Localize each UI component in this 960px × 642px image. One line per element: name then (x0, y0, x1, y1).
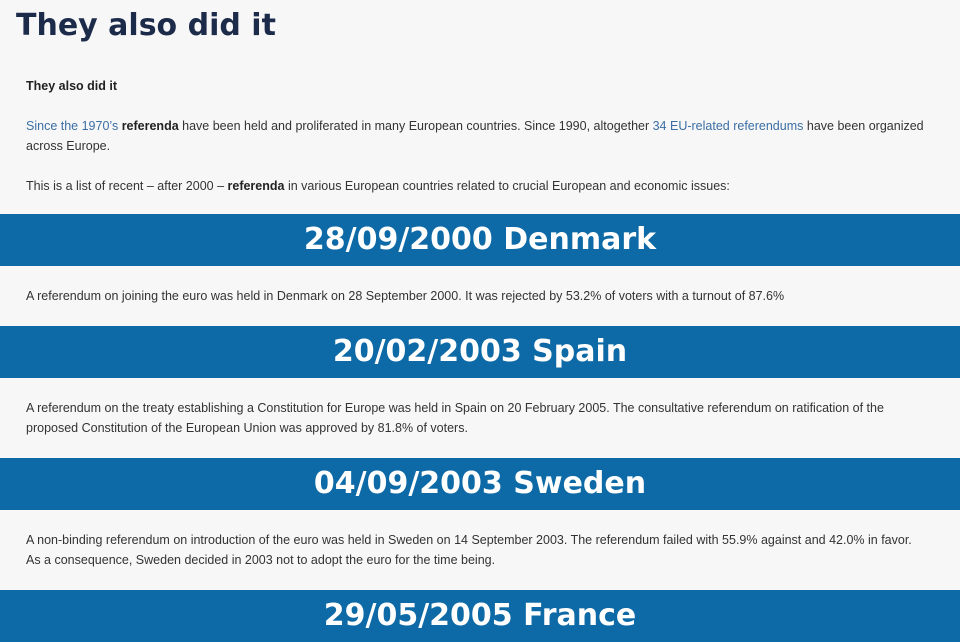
section-heading-denmark: 28/09/2000 Denmark (0, 214, 960, 266)
section-text-spain: A referendum on the treaty establishing a Constitution for Europe was held in Spain on 20 February 2005. The consultative referendum on ratification of the proposed Constitution of the European Union was approved by 81.8% of voters. (26, 401, 884, 435)
intro-text: This is a list of recent – after 2000 – (26, 179, 228, 193)
intro-paragraph-2 (26, 176, 926, 196)
intro-subtitle: They also did it (26, 79, 117, 93)
since-1970s-link[interactable]: Since the 1970’s (26, 119, 119, 133)
intro-text: have been organized across Europe. (26, 119, 924, 153)
referenda-bold: referenda (121, 119, 179, 133)
intro-text: have been held and proliferated in many European countries. Since 1990, altogether (178, 119, 653, 133)
page-title: They also did it (16, 8, 276, 43)
eu-referendums-link[interactable]: 34 EU-related referendums (652, 119, 804, 133)
section-heading-france: 29/05/2005 France (0, 590, 960, 642)
section-heading-sweden: 04/09/2003 Sweden (0, 458, 960, 510)
referenda-bold: referenda (227, 179, 285, 193)
intro-section (26, 76, 926, 216)
section-heading-spain: 20/02/2003 Spain (0, 326, 960, 378)
section-text-sweden: A non-binding referendum on introduction of the euro was held in Sweden on 14 September 2003. The referendum failed with 55.9% against and 42.0% in favor. As a consequence, Sweden decided in 2003 not to adopt the euro for the time being. (26, 533, 912, 567)
section-text-denmark: A referendum on joining the euro was held in Denmark on 28 September 2000. It was rejected by 53.2% of voters with a turnout of 87.6% (26, 289, 785, 303)
intro-paragraph-1 (26, 116, 926, 156)
intro-text: in various European countries related to crucial European and economic issues: (284, 179, 730, 193)
